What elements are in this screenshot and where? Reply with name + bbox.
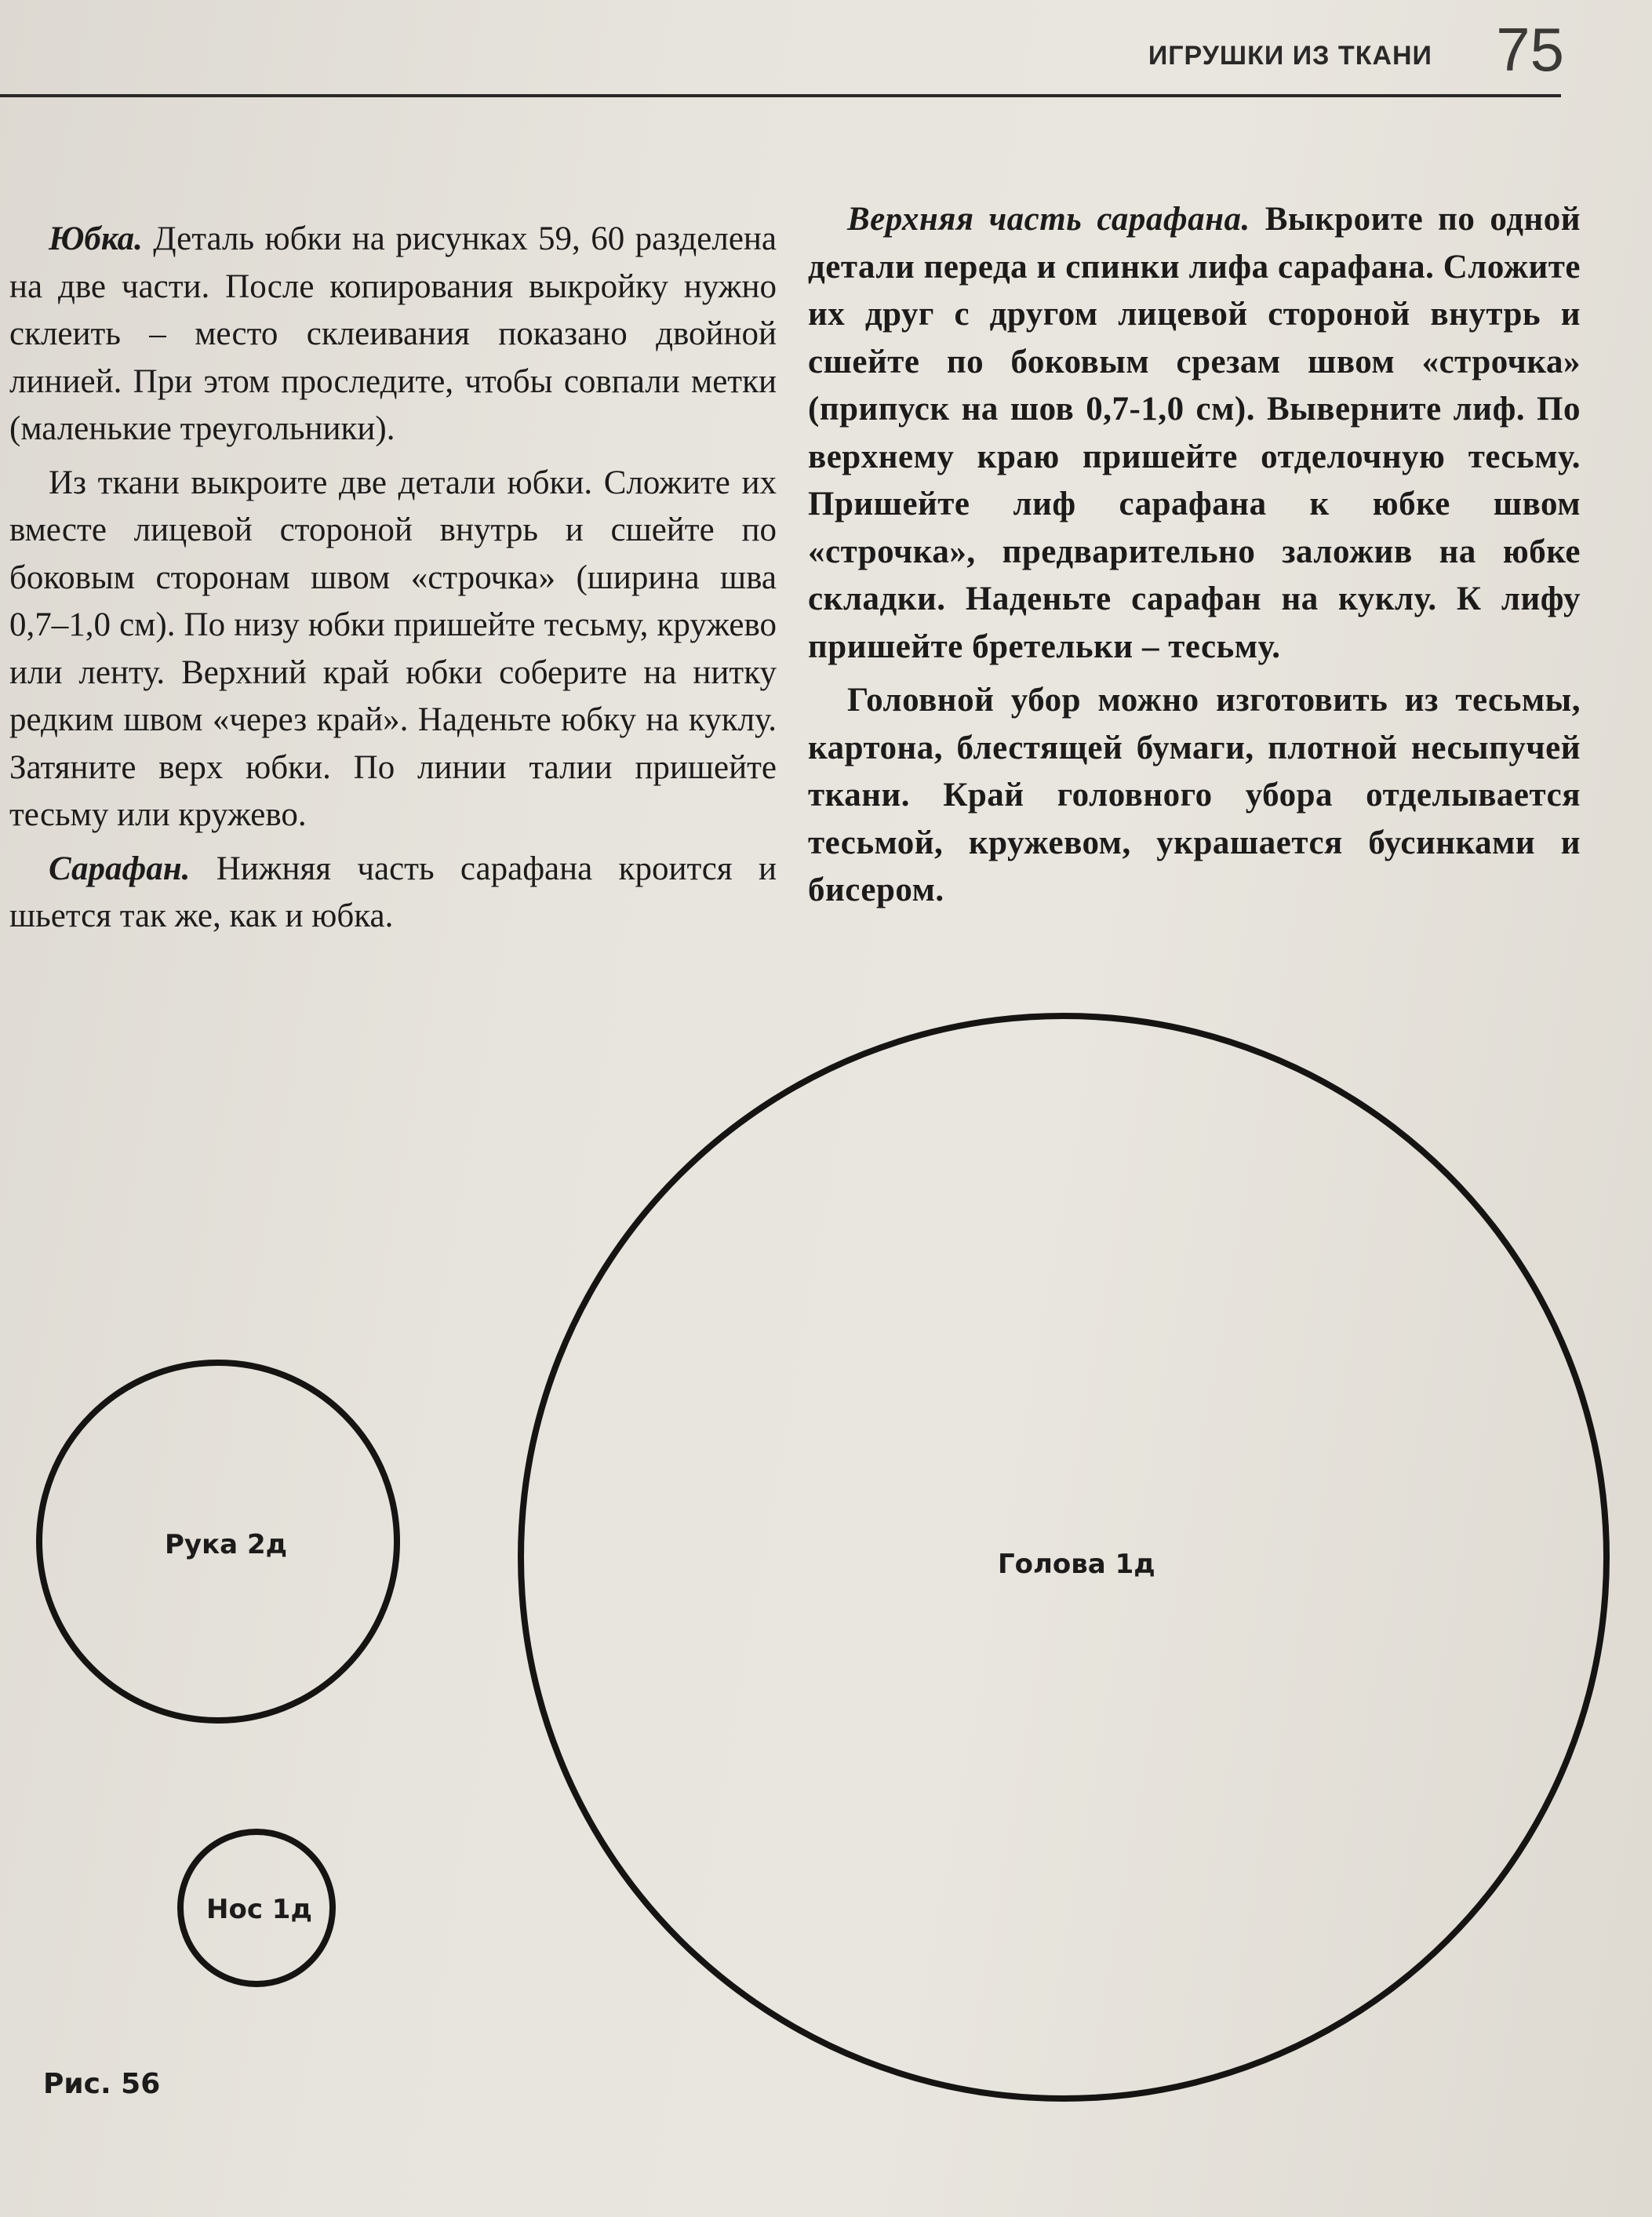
nose-pattern-label: Нос 1д	[206, 1894, 312, 1925]
runin-heading-bodice: Верхняя часть сарафана.	[847, 201, 1250, 238]
paragraph-text: Деталь юбки на рисунках 59, 60 разделена на две части. После копирования выкройку нужно склеить – место склеивания показано двойной линией. При этом проследите, чтобы совпали метки (маленькие треугольники).	[9, 220, 777, 447]
running-head: ИГРУШКИ ИЗ ТКАНИ	[1148, 41, 1432, 71]
paragraph-text: Выкроите по одной детали переда и спинки лифа сарафана. Сложите их друг с другом лицевой стороной внутрь и сшейте по боковым срезам швом «строчка» (припуск на шов 0,7-1,0 см). Выверните лиф. По верхнему краю пришейте отделочную тесьму. Пришейте лиф сарафана к юбке швом «строчка», предварительно заложив на юбке складки. Наденьте сарафан на куклу. К лифу пришейте бретельки – тесьму.	[808, 201, 1581, 665]
runin-heading-skirt: Юбка.	[49, 220, 143, 257]
pattern-figure	[0, 1012, 1652, 2217]
paragraph-sarafan	[9, 846, 777, 941]
paragraph-text: Нижняя часть сарафана кроится и шьется так же, как и юбка.	[9, 850, 777, 934]
paragraph-headdress: Головной убор можно изготовить из тесьмы, картона, блестящей бумаги, плотной несыпучей ткани. Край головного убора отделывается тесьмой, кружевом, украшается бусинками и бисером.	[808, 682, 1581, 908]
paragraph-bodice	[808, 196, 1581, 671]
page-number: 75	[1496, 15, 1564, 84]
header-rule	[0, 94, 1561, 97]
right-text-column	[808, 196, 1581, 921]
left-text-column	[9, 216, 777, 947]
paragraph-skirt	[9, 216, 777, 453]
head-pattern-label: Голова 1д	[998, 1549, 1155, 1580]
arm-pattern-label: Рука 2д	[165, 1529, 288, 1560]
runin-heading-sarafan: Сарафан.	[49, 850, 191, 887]
paragraph-skirt-sewing: Из ткани выкроите две детали юбки. Сложите их вместе лицевой стороной внутрь и сшейте по боковым сторонам швом «строчка» (ширина шва 0,7–1,0 см). По низу юбки пришейте тесьму, кружево или ленту. Верхний край юбки соберите на нитку редким швом «через край». Наденьте юбку на куклу. Затяните верх юбки. По линии талии пришейте тесьму или кружево.	[9, 464, 777, 833]
figure-caption: Рис. 56	[43, 2068, 161, 2100]
